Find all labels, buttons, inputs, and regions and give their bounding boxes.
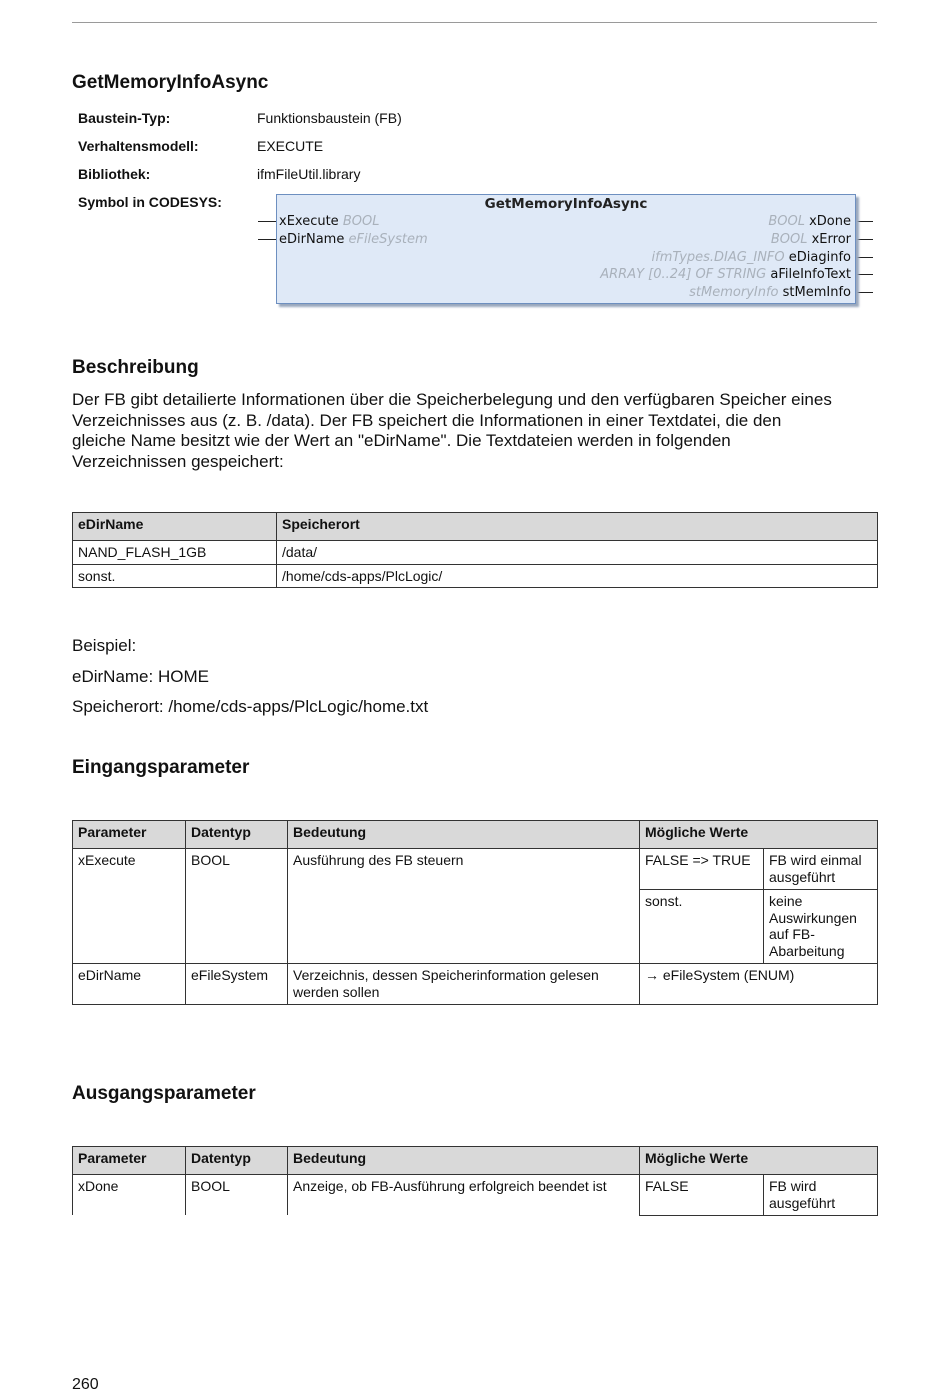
table-cell: xDone [73,1175,186,1216]
fb-input-xexecute [279,214,379,230]
column-header: Mögliche Werte [640,1147,878,1175]
table-cell: FB wird ausgeführt [764,1175,878,1216]
fb-output-afileinfotext [600,267,851,283]
output-pin-line [855,239,873,240]
table-cell: FALSE [640,1175,764,1216]
fb-output-xdone [768,214,851,230]
fb-output-stmeminfo [689,285,851,301]
table-row [73,849,878,890]
fb-output-xerror [771,232,851,248]
output-pin-line [855,257,873,258]
table-cell: BOOL [186,849,288,964]
table-cell: xExecute [73,849,186,964]
table-row [73,564,878,588]
fb-output-ediaginfo [652,250,851,266]
column-header: Bedeutung [288,1147,640,1175]
input-pin-line [258,239,276,240]
pin-type: BOOL [342,214,380,229]
pin-name: xError [811,232,851,247]
pin-name: xExecute [279,214,339,229]
table-row [73,1175,878,1216]
table-cell: sonst. [73,564,277,588]
section-heading-eingang: Eingangsparameter [72,757,250,778]
table-row [73,964,878,1005]
example-location: Speicherort: /home/cds-apps/PlcLogic/home.txt [72,697,429,716]
pin-type: eFileSystem [348,232,428,247]
fb-title: GetMemoryInfoAsync [484,196,648,212]
meta-value: Funktionsbaustein (FB) [257,110,402,126]
storage-location-table [72,512,878,588]
pin-type: ifmTypes.DIAG_INFO [651,250,785,265]
input-parameter-table [72,820,878,1005]
column-header: Datentyp [186,1147,288,1175]
column-header: Mögliche Werte [640,821,878,849]
section-heading-ausgang: Ausgangsparameter [72,1083,256,1104]
column-header: Parameter [73,1147,186,1175]
table-header-row [73,1147,878,1175]
example-dirname: eDirName: HOME [72,667,209,686]
table-cell: BOOL [186,1175,288,1216]
page-number: 260 [72,1376,99,1393]
pin-type: BOOL [768,214,805,229]
meta-label: Bibliothek: [78,166,151,182]
pin-type: stMemoryInfo [689,285,779,300]
output-parameter-table [72,1146,878,1216]
column-header: Bedeutung [288,821,640,849]
pin-name: xDone [809,214,851,229]
table-header-row [73,821,878,849]
example-title: Beispiel: [72,636,137,655]
meta-value: ifmFileUtil.library [257,166,361,182]
output-pin-line [855,221,873,222]
table-row [73,541,878,565]
pin-name: eDirName [279,232,345,247]
table-cell: FALSE => TRUE [640,849,764,890]
output-pin-line [855,292,873,293]
header-rule [72,22,877,23]
table-cell: → eFileSystem (ENUM) [640,964,878,1005]
column-header: Datentyp [186,821,288,849]
table-cell: sonst. [640,890,764,964]
description-line: Der FB gibt detailierte Informationen über die Speicherbelegung und den verfügbaren Speicher eines [72,390,832,409]
meta-label: Baustein-Typ: [78,110,171,126]
description-paragraph [72,390,878,472]
table-header-row [73,513,878,541]
column-header: Speicherort [277,513,878,541]
table-cell: /home/cds-apps/PlcLogic/ [277,564,878,588]
pin-name: eDiaginfo [788,250,851,265]
column-header: eDirName [73,513,277,541]
fb-input-edirname [279,232,428,248]
output-pin-line [855,274,873,275]
column-header: Parameter [73,821,186,849]
pin-name: aFileInfoText [770,267,851,282]
page-title: GetMemoryInfoAsync [72,72,269,93]
input-pin-line [258,221,276,222]
table-cell: eFileSystem [186,964,288,1005]
description-line: Verzeichnisses aus (z. B. /data). Der FB speichert die Informationen in einer Textdatei, die den [72,410,782,430]
pin-type: BOOL [770,232,808,247]
table-cell: FB wird einmal ausgeführt [764,849,878,890]
section-heading-beschreibung: Beschreibung [72,357,199,378]
description-line: Verzeichnissen gespeichert: [72,451,284,471]
table-cell: Anzeige, ob FB-Ausführung erfolgreich beendet ist [288,1175,640,1216]
pin-name: stMemInfo [782,285,851,300]
table-cell: /data/ [277,541,878,565]
table-cell: keine Auswirkungen auf FB-Abarbeitung [764,890,878,964]
meta-label: Verhaltensmodell: [78,138,199,154]
table-cell: Verzeichnis, dessen Speicherinformation gelesen werden sollen [288,964,640,1005]
table-cell: eDirName [73,964,186,1005]
description-line: gleiche Name besitzt wie der Wert an "eDirName". Die Textdateien werden in folgenden [72,431,731,451]
meta-label: Symbol in CODESYS: [78,194,222,210]
table-cell: NAND_FLASH_1GB [73,541,277,565]
pin-type: ARRAY [0..24] OF STRING [600,267,767,282]
meta-value: EXECUTE [257,138,324,154]
table-cell: Ausführung des FB steuern [288,849,640,964]
function-block-symbol [276,194,856,304]
